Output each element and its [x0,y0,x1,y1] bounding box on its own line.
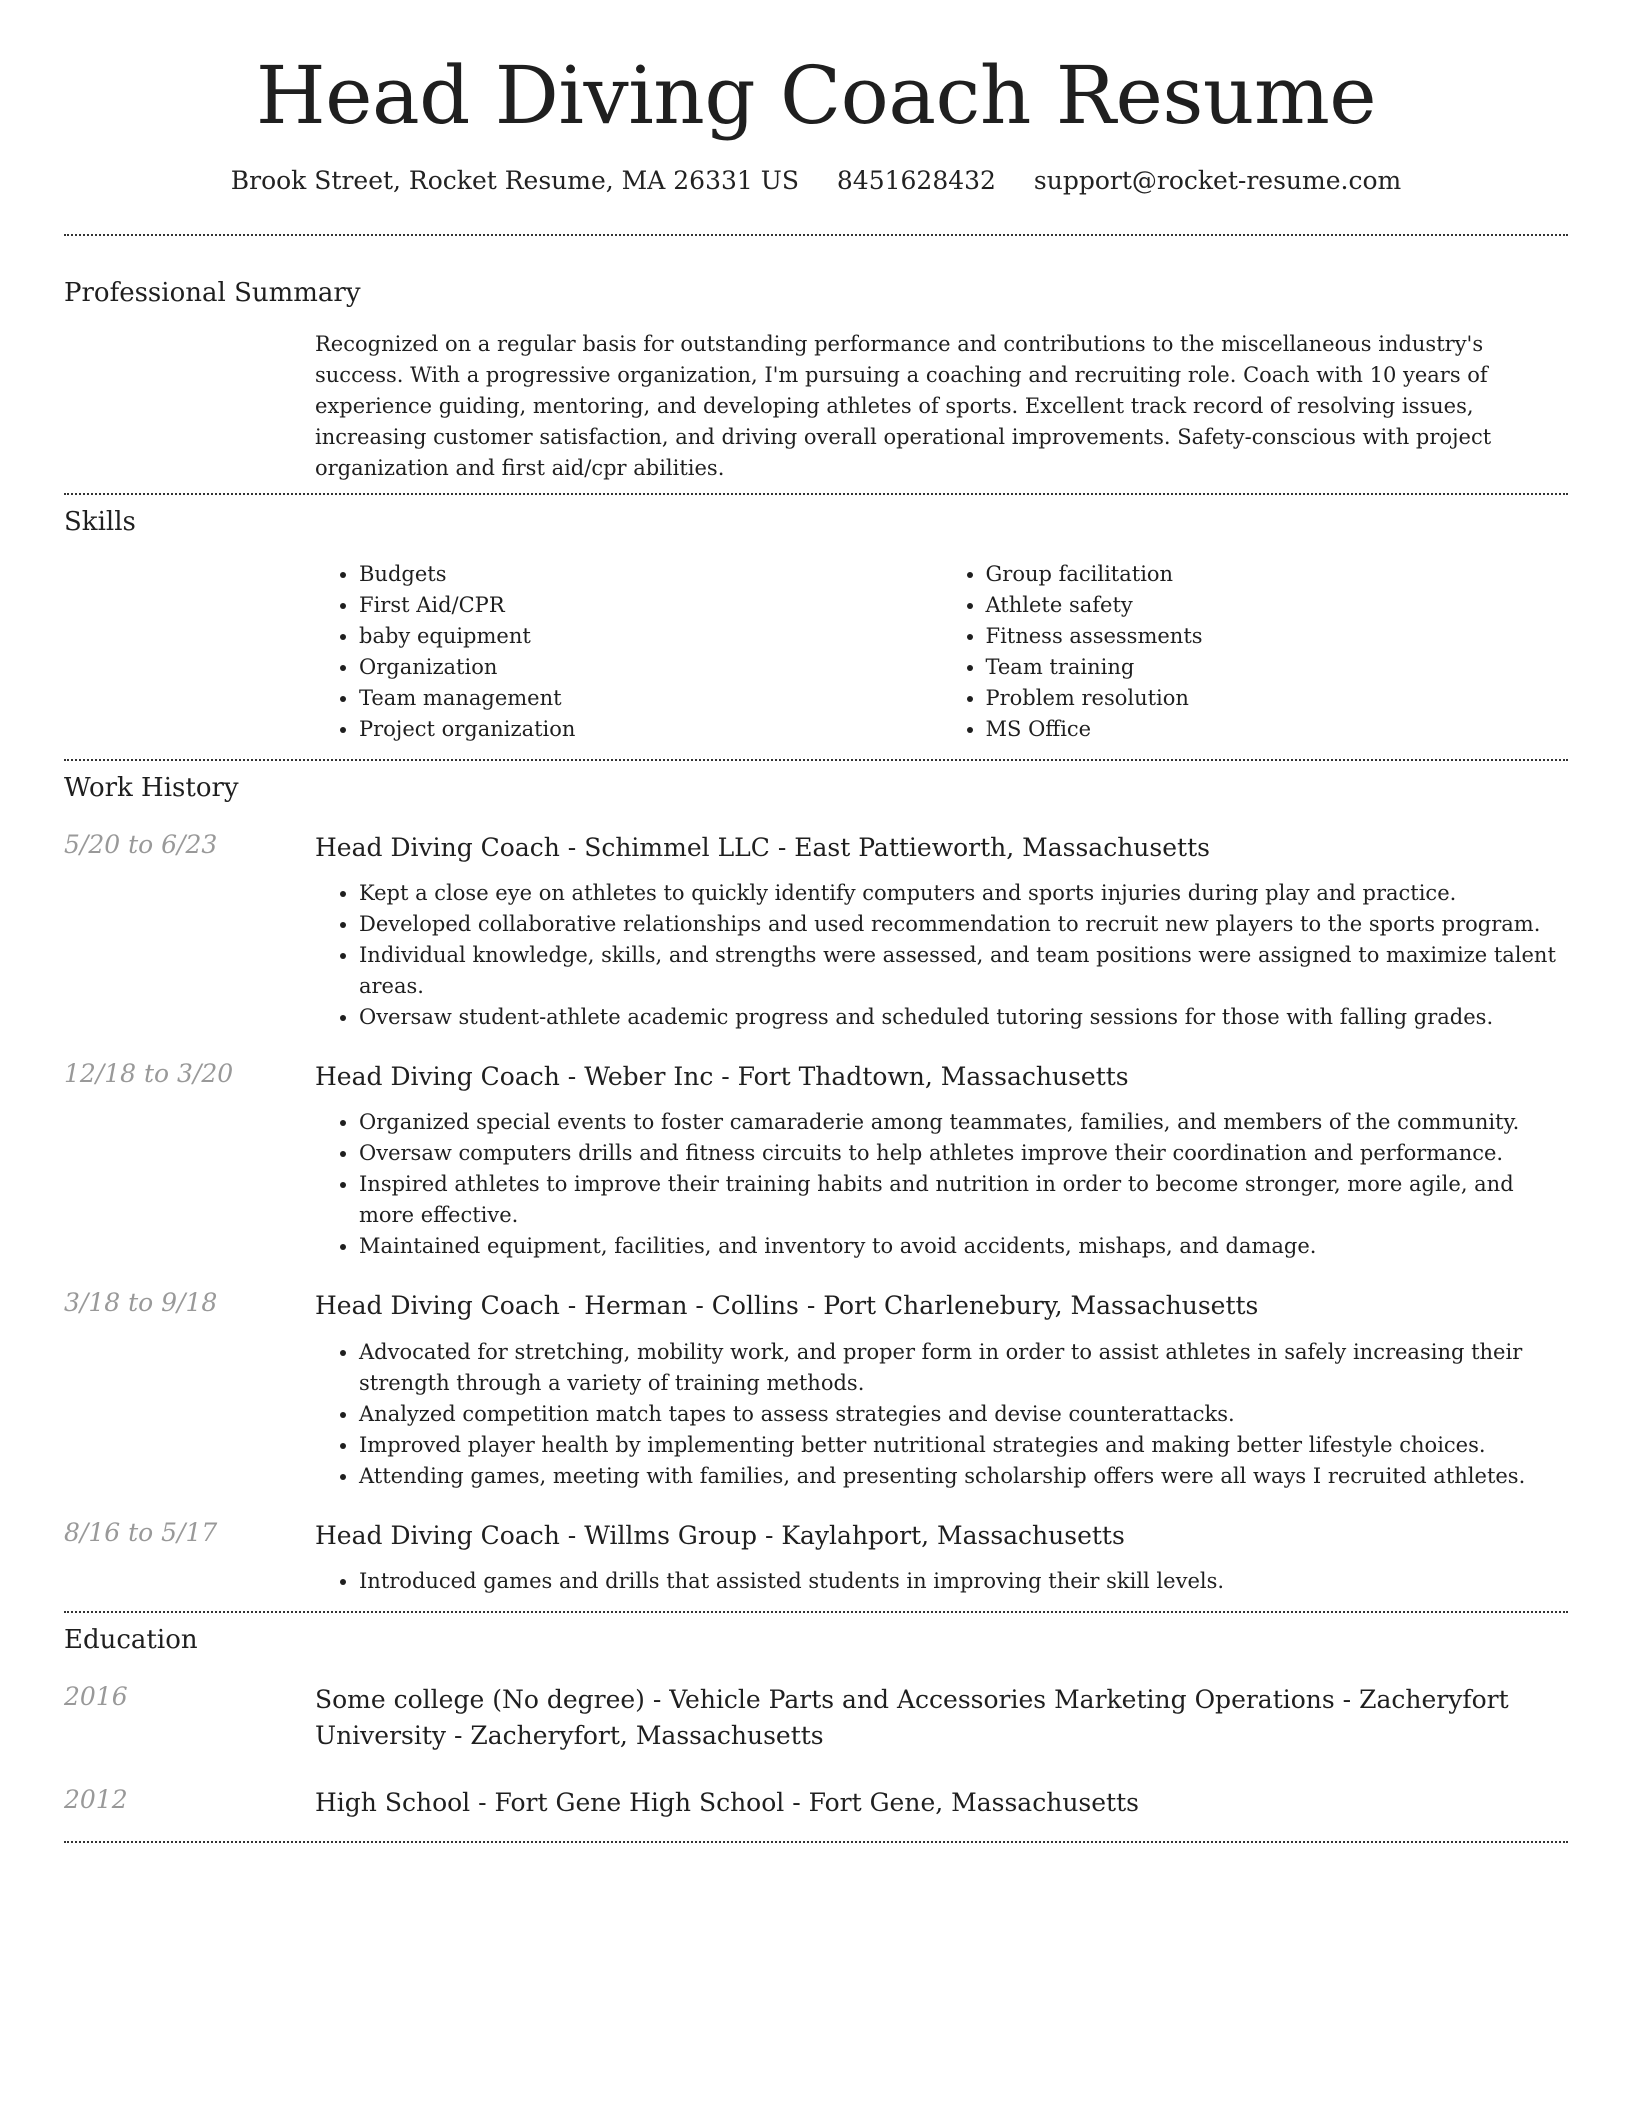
skill-item: • Athlete safety [986,590,1569,621]
skill-item: • Team training [986,652,1569,683]
job-date: 8/16 to 5/17 [64,1517,218,1547]
skills-column-1 [315,559,942,745]
skills-list [315,559,1568,745]
section-title-skills: Skills [64,507,136,538]
job-title: Head Diving Coach - Willms Group - Kaylahport, Massachusetts [315,1520,1125,1550]
job-bullet: • Oversaw student-athlete academic progress and scheduled tutoring sessions for those with falling grades. [359,1002,1568,1033]
skill-item: • Organization [359,652,942,683]
contact-phone: 8451628432 [836,166,996,195]
job-bullet: • Advocated for stretching, mobility work, and proper form in order to assist athletes in safely increasing their strength through a variety of training methods. [359,1337,1568,1399]
education-date: 2012 [64,1784,128,1814]
job-entry [64,1059,1568,1262]
skill-item: • Project organization [359,714,942,745]
section-title-education: Education [64,1624,198,1655]
section-title-summary: Professional Summary [64,278,361,308]
job-entry [64,1518,1568,1597]
skill-item: • Budgets [359,559,942,590]
contact-line [64,166,1568,196]
section-title-work: Work History [64,772,239,803]
summary-text: Recognized on a regular basis for outstanding performance and contributions to the miscellaneous industry's success. With a progressive organization, I'm pursuing a coaching and recruiting role. Coach with 10 years of experience guiding, mentoring, and developing athletes of sports. Excellent track record of resolving issues, increasing customer satisfaction, and driving overall operational improvements. Safety-conscious with project organization and first aid/cpr abilities. [315,332,1492,480]
job-bullet: • Individual knowledge, skills, and strengths were assessed, and team positions were assigned to maximize talent areas. [359,940,1568,1002]
job-title: Head Diving Coach - Schimmel LLC - East Pattieworth, Massachusetts [315,832,1210,862]
divider [64,493,1568,495]
divider [64,1611,1568,1613]
divider [64,234,1568,236]
contact-address: Brook Street, Rocket Resume, MA 26331 US [230,166,799,195]
job-title: Head Diving Coach - Herman - Collins - Port Charlenebury, Massachusetts [315,1291,1259,1321]
job-bullets [315,1566,1568,1597]
education-title: High School - Fort Gene High School - Fort Gene, Massachusetts [315,1787,1139,1817]
job-bullet: • Kept a close eye on athletes to quickly identify computers and sports injuries during play and practice. [359,878,1568,909]
divider [64,1841,1568,1843]
job-date: 3/18 to 9/18 [64,1288,218,1318]
summary-row [64,329,1568,483]
job-title: Head Diving Coach - Weber Inc - Fort Thadtown, Massachusetts [315,1062,1129,1092]
job-bullet: • Maintained equipment, facilities, and inventory to avoid accidents, mishaps, and damage. [359,1231,1568,1262]
skill-item: • MS Office [986,714,1569,745]
job-bullet: • Organized special events to foster camaraderie among teammates, families, and members of the community. [359,1107,1568,1138]
skill-item: • First Aid/CPR [359,590,942,621]
job-date: 12/18 to 3/20 [64,1059,234,1089]
job-date: 5/20 to 6/23 [64,829,218,859]
skill-item: • Group facilitation [986,559,1569,590]
skill-item: • Problem resolution [986,683,1569,714]
job-bullets [315,878,1568,1033]
job-bullet: • Oversaw computers drills and fitness circuits to help athletes improve their coordination and performance. [359,1138,1568,1169]
job-entry [64,830,1568,1033]
job-bullet: • Attending games, meeting with families, and presenting scholarship offers were all ways I recruited athletes. [359,1461,1568,1492]
resume-title: Head Diving Coach Resume [255,49,1377,142]
job-bullets [315,1337,1568,1492]
education-date: 2016 [64,1682,128,1712]
contact-email: support@rocket-resume.com [1033,166,1402,195]
divider [64,759,1568,761]
skill-item: • Team management [359,683,942,714]
education-title: Some college (No degree) - Vehicle Parts and Accessories Marketing Operations - Zacheryfort University - Zacheryfort, Massachusetts [315,1685,1509,1751]
job-entry [64,1288,1568,1491]
job-bullets [315,1107,1568,1262]
resume-page [64,0,1568,1843]
job-bullet: • Analyzed competition match tapes to assess strategies and devise counterattacks. [359,1399,1568,1430]
skills-column-2 [942,559,1569,745]
job-bullet: • Introduced games and drills that assisted students in improving their skill levels. [359,1566,1568,1597]
skills-row [64,559,1568,745]
skill-item: • Fitness assessments [986,621,1569,652]
education-entry [64,1785,1568,1821]
education-entry [64,1682,1568,1755]
skill-item: • baby equipment [359,621,942,652]
job-bullet: • Inspired athletes to improve their training habits and nutrition in order to become stronger, more agile, and more effective. [359,1169,1568,1231]
job-bullet: • Developed collaborative relationships and used recommendation to recruit new players to the sports program. [359,909,1568,940]
job-bullet: • Improved player health by implementing better nutritional strategies and making better lifestyle choices. [359,1430,1568,1461]
